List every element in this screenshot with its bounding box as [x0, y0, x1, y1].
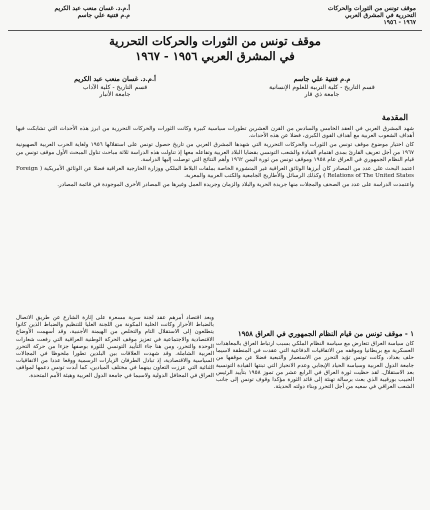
paragraph: اعتمد البحث على عدد من المصادر كان أبرزها الوثائق العراقية غير المنشورة الخاصة بملفات البلاط الملكي ووزارة الخارجية العراقية فضلا عن الوثائق الأمريكية ( Foreign Relations of The United States ) وكذلك الرسائل والأطاريح الجامعية والكتب العربية والمعربة.: [16, 166, 414, 180]
author-affiliation: قسم التاريخ - كلية الآداب: [82, 83, 148, 91]
header-divider: [8, 30, 422, 31]
author-block-right: [252, 76, 392, 99]
paragraph: كان سياسة العراق تتعارض مع سياسة النظام الملكي بسبب ارتباط العراق بالمعاهدات العسكرية مع بريطانيا وموقفه من الاتفاقيات الدفاعية التي عقدت في المنطقة لاسيما حلف بغداد، وكانت تونس تؤيد التحرر من الاستعمار والتبعية فضلا عن موقفها من جامعة الدول العربية وسياسة الحياد الإيجابي وعدم الانحياز التي تبنتها القيادة التونسية بعد الاستقلال. لقد حظيت ثورة العراق في الرابع عشر من تموز ١٩٥٨ بتأييد الرئيس الحبيب بورقيبة الذي بعث برسالة تهنئة إلى قائد الثورة مؤكدا وقوف تونس إلى جانب الشعب العراقي في سعيه من أجل التحرر وبناء دولته الحديثة.: [216, 341, 414, 391]
title-line: موقف تونس من الثورات والحركات التحررية: [109, 34, 321, 48]
author-name: أ.م.د. غسان منعب عبد الكريم: [74, 75, 156, 83]
paper-title: [40, 34, 390, 64]
header-line: ١٩٦٧ - ١٩٥٦: [383, 19, 416, 26]
running-header-authors: [10, 5, 130, 19]
left-column: [16, 315, 214, 380]
header-line: موقف تونس من الثورات والحركات: [327, 5, 416, 12]
paragraph: وبعد اقتصاد أمرهم عقد لجنة سرية مسعرة على إثارة الشارع عن طريق الاتصال بالضباط الأحرار وكانت الخلية المكونة من اللجنة العليا للتنظيم والضباط الذين كانوا يتطلعون إلى الاستقلال التام والتخلص من الهيمنة الأجنبية، وقد أسهمت الأوضاع الاقتصادية والاجتماعية في تعزيز موقف الحركة الوطنية العراقية التي رفعت شعارات الوحدة والتحرر، ومن هنا جاء التأييد التونسي للثورة بوصفها جزءا من حركة التحرر العربية الشاملة. وقد شهدت العلاقات بين البلدين تطورا ملحوظا في المجالات السياسية والاقتصادية، إذ تبادل الطرفان الزيارات الرسمية ووقعا عددا من الاتفاقيات الثنائية التي عززت التعاون بينهما في مختلف الميادين، كما أبدت تونس دعمها لمواقف العراق في المحافل الدولية ولاسيما في جامعة الدول العربية وهيئة الأمم المتحدة.: [16, 315, 214, 379]
author-affiliation: جامعة الأنبار: [99, 91, 131, 98]
paragraph: واعتمدت الدراسة على عدد من الصحف والمجلات منها جريدة الحرية والبلاد والزمان وجريدة العمل وغيرها من المصادر الأخرى الموجودة في قائمة المصادر.: [57, 182, 414, 189]
author-name: م.م فتنية علي جاسم: [293, 75, 351, 83]
header-line: أ.م.د. غسان منعب عبد الكريم: [54, 5, 130, 12]
section-heading-1: ١ - موقف تونس من قيام النظام الجمهوري في العراق ١٩٥٨: [237, 329, 414, 338]
intro-body: [16, 126, 414, 190]
title-line: في المشرق العربي ١٩٥٦ - ١٩٦٧: [135, 49, 295, 63]
header-line: م.م فتنية علي جاسم: [77, 12, 130, 19]
author-block-left: [30, 76, 200, 99]
header-line: التحررية في المشرق العربي: [344, 12, 416, 19]
running-header-title: [276, 5, 416, 26]
right-column: [216, 315, 414, 391]
author-affiliation: جامعة ذي قار: [304, 91, 340, 98]
paragraph: شهد المشرق العربي في العقد الخامس والسادس من القرن العشرين تطورات سياسية كبيرة وكانت الثورات والحركات التحررية من ابرز هذه الأحداث التي تشابكت فيها أهداف الشعوب العربية مع أهداف القوى الكبرى، فضلا عن هذه الأحداث.: [16, 126, 414, 140]
section-heading-intro: المقدمة: [381, 112, 408, 122]
paragraph: كان اختيار موضوع موقف تونس من الثورات والحركات التحررية التي شهدها المشرق العربي من تاريخ حصول تونس على استقلالها ١٩٥٦ ولغاية الحرب العربية الصهيونية ١٩٦٧ من أجل تعريف القارئ بمدى اهتمام القيادة والشعب التونسي بقضايا البلاد العربية وتفاعله معها إذ تناولت هذه الدراسة ثلاثة مباحث تناول المبحث الأول موقف تونس من قيام النظام الجمهوري في العراق عام ١٩٥٨ وموقف تونس من ثورة اليمن ١٩٦٢ وأهم النتائج التي توصلت إليها الدراسة.: [16, 142, 415, 163]
author-affiliation: قسم التاريخ - كلية التربية للعلوم الإنسانية: [269, 83, 375, 91]
